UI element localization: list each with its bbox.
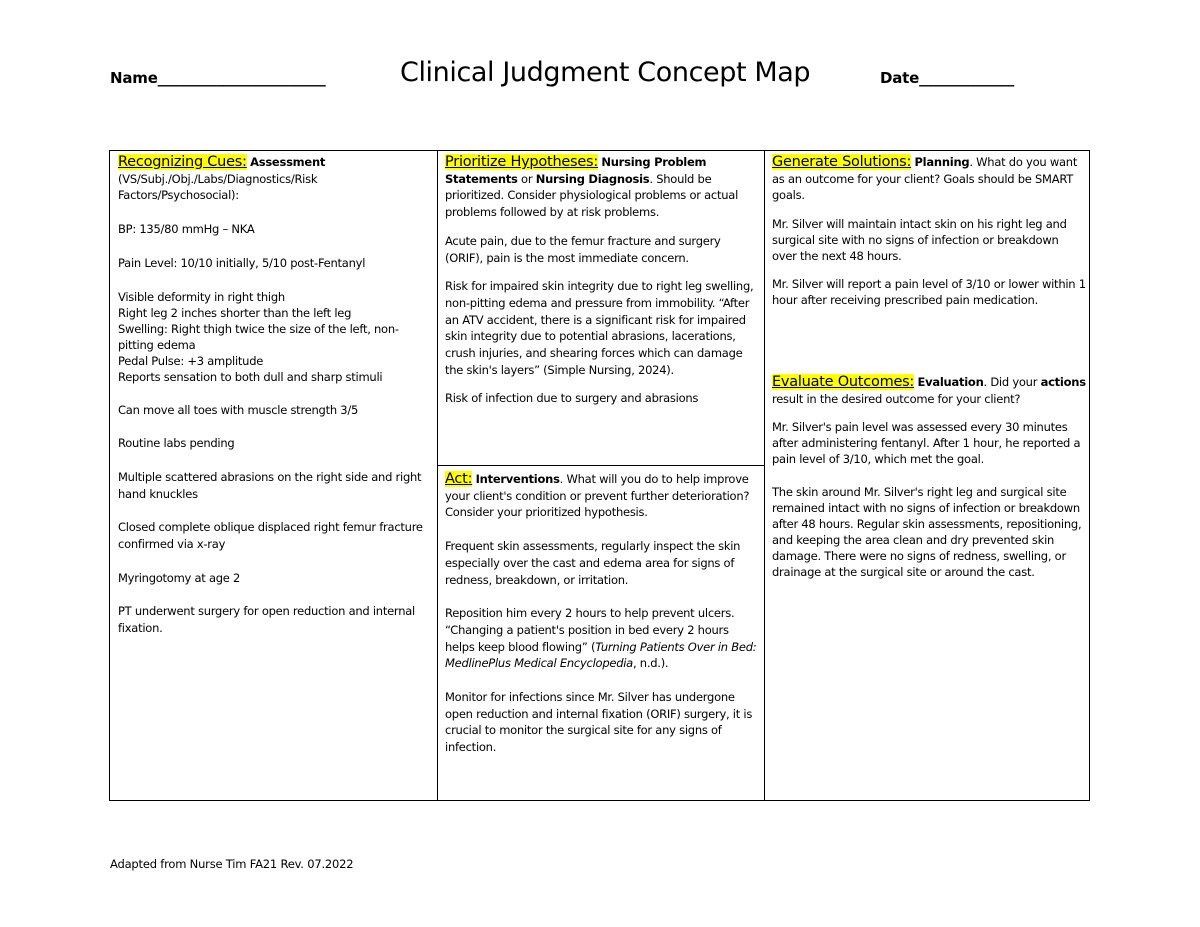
act-cell bbox=[445, 471, 759, 756]
pain-level: Pain Level: 10/10 initially, 5/10 post-Fentanyl bbox=[118, 255, 366, 270]
recognizing-cues-cell bbox=[118, 154, 430, 637]
outcome-item: The skin around Mr. Silver's right leg and surgical site remained intact with no signs of infection or breakdown after 48 hours. Regular skin assessments, repositioning, and keeping the area clean and dry prevented skin damage. There were no signs of redness, swelling, or drainage at the surgical site or around the cast. bbox=[772, 485, 1082, 580]
prioritize-hypotheses-cell bbox=[445, 154, 759, 407]
labs-status: Routine labs pending bbox=[118, 436, 235, 451]
concept-map-table bbox=[109, 150, 1090, 801]
row-divider bbox=[437, 465, 765, 466]
date-field: Date_____________ bbox=[880, 69, 1015, 87]
goal-item: Mr. Silver will maintain intact skin on his right leg and surgical site with no signs of infection or breakdown over the next 48 hours. bbox=[772, 217, 1067, 264]
generate-solutions-cell bbox=[772, 154, 1086, 308]
intervention-item: Monitor for infections since Mr. Silver has undergone open reduction and internal fixation (ORIF) surgery, it is crucial to monitor the surgical site for any signs of infection. bbox=[445, 690, 753, 755]
act-heading: Act: bbox=[445, 471, 473, 487]
connector-text: or bbox=[517, 171, 536, 186]
name-field: Name_______________________ bbox=[110, 69, 326, 87]
evaluate-outcomes-heading: Evaluate Outcomes: bbox=[772, 374, 915, 390]
hypothesis-item: Acute pain, due to the femur fracture and surgery (ORIF), pain is the most immediate concern. bbox=[445, 233, 721, 265]
finding-item: Right leg 2 inches shorter than the left leg bbox=[118, 305, 352, 320]
footer-note: Adapted from Nurse Tim FA21 Rev. 07.2022 bbox=[110, 857, 354, 871]
nursing-problem-label: Nursing Problem Statements bbox=[445, 155, 707, 186]
evaluate-desc-part: result in the desired outcome for your client? bbox=[772, 391, 1021, 406]
assessment-label: Assessment bbox=[250, 155, 326, 169]
interventions-label: Interventions bbox=[475, 472, 560, 486]
page-title: Clinical Judgment Concept Map bbox=[400, 57, 811, 88]
surgery-note: PT underwent surgery for open reduction and internal fixation. bbox=[118, 604, 415, 636]
nursing-diagnosis-label: Nursing Diagnosis bbox=[535, 171, 650, 186]
planning-label: Planning bbox=[914, 155, 970, 169]
generate-description: . What do you want as an outcome for your client? Goals should be SMART goals. bbox=[772, 155, 1078, 203]
generate-solutions-heading: Generate Solutions: bbox=[772, 154, 912, 170]
evaluate-outcomes-cell bbox=[772, 374, 1086, 580]
prioritize-description: . Should be prioritized. Consider physiological problems or actual problems followed by at risk problems. bbox=[445, 171, 739, 220]
medical-history: Myringotomy at age 2 bbox=[118, 570, 241, 585]
actions-label: actions bbox=[1040, 375, 1086, 389]
evaluate-desc-part: . Did your bbox=[983, 375, 1041, 389]
intervention-item: Frequent skin assessments, regularly inspect the skin especially over the cast and edema area for signs of redness, breakdown, or irritation. bbox=[445, 539, 741, 587]
citation-end: , n.d.). bbox=[632, 656, 669, 671]
recognizing-cues-heading: Recognizing Cues: bbox=[118, 154, 247, 170]
citation-text: Turning Patients Over in Bed: MedlinePlus Medical Encyclopedia bbox=[445, 639, 757, 671]
intervention-item bbox=[445, 605, 759, 672]
act-description: . What will you do to help improve your client's condition or prevent further deterioration? Consider your prioritized hypothesis. bbox=[445, 472, 750, 520]
abrasions: Multiple scattered abrasions on the right side and right hand knuckles bbox=[118, 469, 422, 501]
finding-item: Reports sensation to both dull and sharp stimuli bbox=[118, 369, 383, 384]
hypothesis-item: Risk for impaired skin integrity due to right leg swelling, non-pitting edema and pressure from immobility. “After an ATV accident, there is a significant risk for impaired skin integrity due to potential abrasions, lacerations, crush injuries, and shearing forces which can damage the skin's layers” (Simple Nursing, 2024). bbox=[445, 279, 754, 377]
outcome-item: Mr. Silver's pain level was assessed every 30 minutes after administering fentanyl. After 1 hour, he reported a pain level of 3/10, which met the goal. bbox=[772, 420, 1081, 467]
finding-item: Visible deformity in right thigh bbox=[118, 289, 285, 304]
goal-item: Mr. Silver will report a pain level of 3/10 or lower within 1 hour after receiving prescribed pain medication. bbox=[772, 277, 1086, 308]
reposition-text: Reposition him every 2 hours to help prevent ulcers. “Changing a patient's position in bed every 2 hours helps keep blood flowing” ( bbox=[445, 606, 735, 654]
column-divider-2 bbox=[764, 151, 765, 800]
evaluation-label: Evaluation bbox=[917, 375, 984, 389]
prioritize-hypotheses-heading: Prioritize Hypotheses: bbox=[445, 154, 598, 170]
column-divider-1 bbox=[437, 151, 438, 800]
blood-pressure: BP: 135/80 mmHg – NKA bbox=[118, 222, 255, 237]
assessment-description: (VS/Subj./Obj./Labs/Diagnostics/Risk Factors/Psychosocial): bbox=[118, 171, 318, 203]
hypothesis-item: Risk of infection due to surgery and abrasions bbox=[445, 391, 699, 406]
toe-movement: Can move all toes with muscle strength 3/5 bbox=[118, 402, 359, 417]
finding-item: Swelling: Right thigh twice the size of the left, non-pitting edema bbox=[118, 321, 399, 352]
fracture-diagnosis: Closed complete oblique displaced right femur fracture confirmed via x-ray bbox=[118, 520, 423, 552]
finding-item: Pedal Pulse: +3 amplitude bbox=[118, 353, 264, 368]
